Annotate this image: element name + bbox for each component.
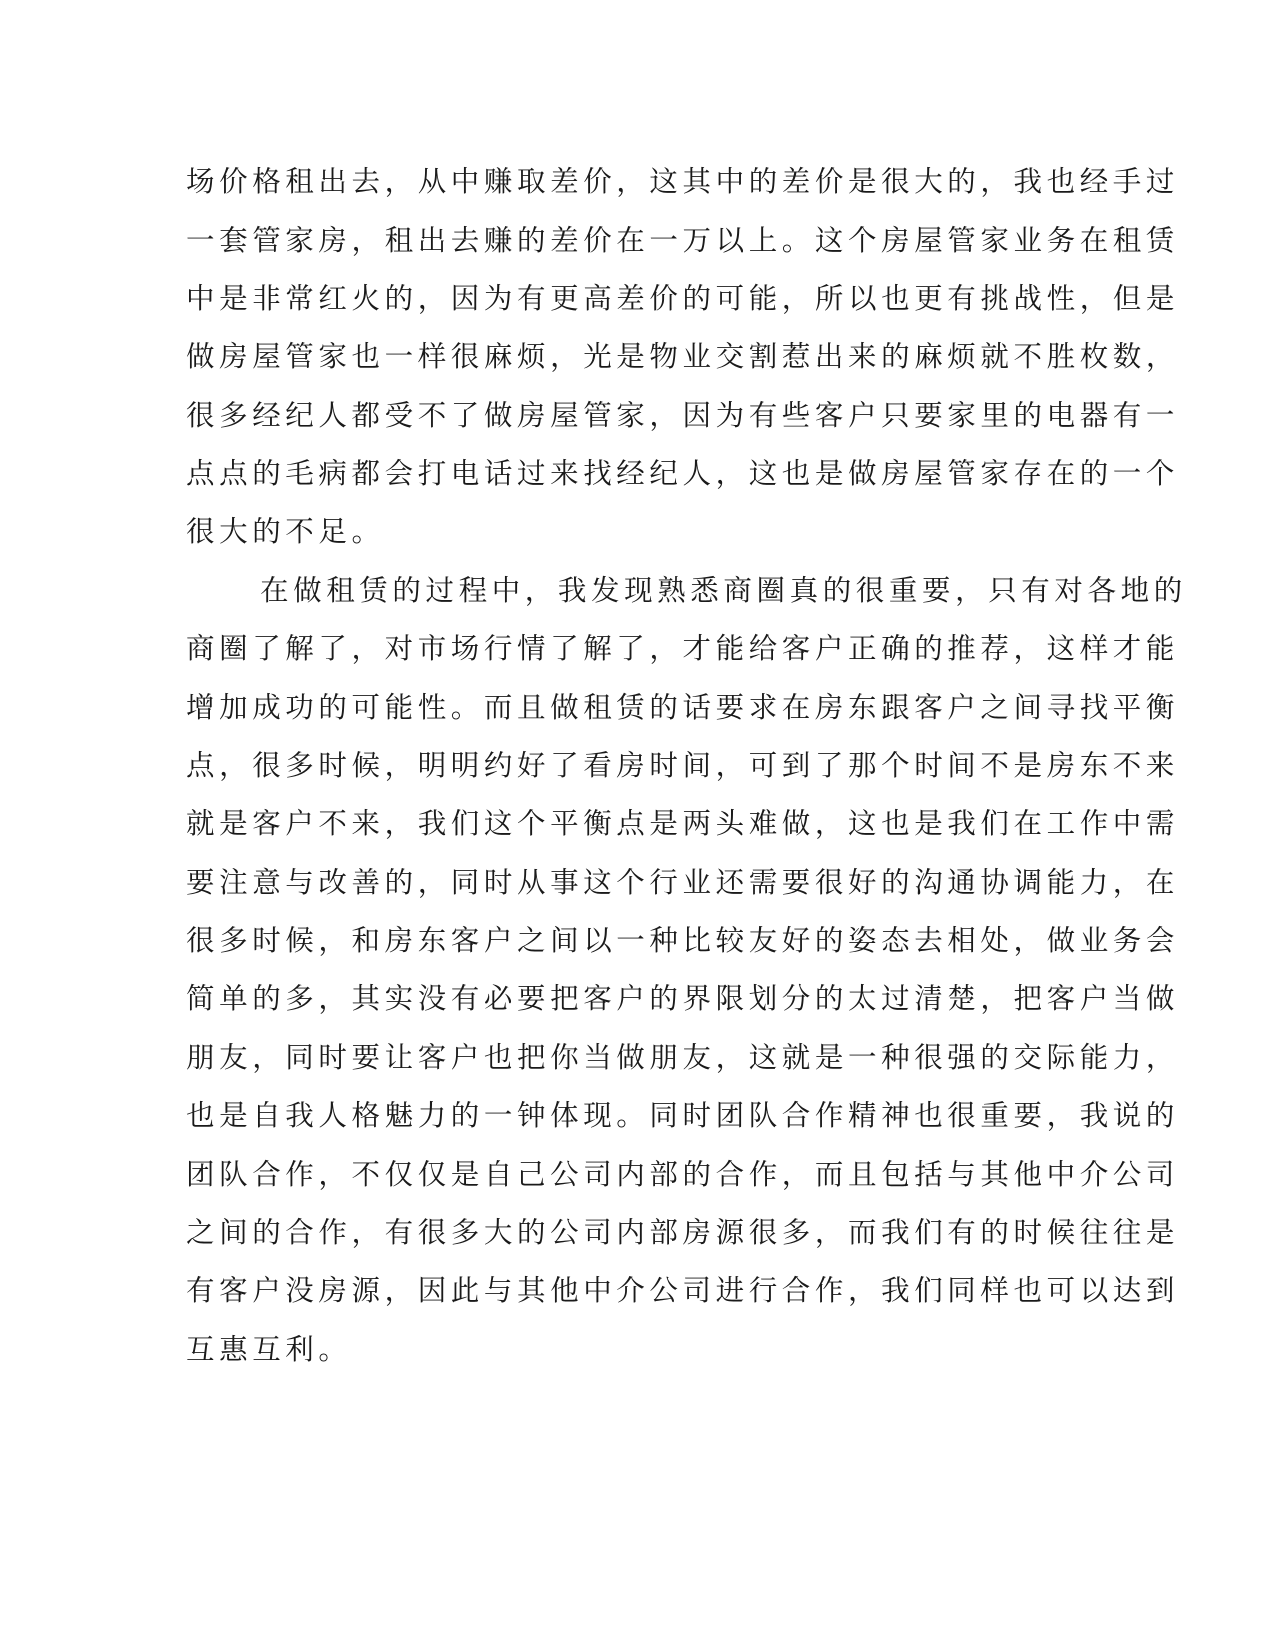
paragraph-2-line-1: 在做租赁的过程中，我发现熟悉商圈真的很重要，只有对各地的 bbox=[260, 574, 1187, 607]
paragraph-1-line-6: 点点的毛病都会打电话过来找经纪人，这也是做房屋管家存在的一个 bbox=[186, 457, 1180, 490]
paragraph-2-line-8: 简单的多，其实没有必要把客户的界限划分的太过清楚，把客户当做 bbox=[186, 982, 1180, 1015]
paragraph-2-line-4: 点，很多时候，明明约好了看房时间，可到了那个时间不是房东不来 bbox=[186, 749, 1180, 782]
paragraph-2-line-11: 团队合作，不仅仅是自己公司内部的合作，而且包括与其他中介公司 bbox=[186, 1158, 1180, 1191]
paragraph-2-line-7: 很多时候，和房东客户之间以一种比较友好的姿态去相处，做业务会 bbox=[186, 924, 1180, 957]
paragraph-1-line-1: 场价格租出去，从中赚取差价，这其中的差价是很大的，我也经手过 bbox=[186, 165, 1180, 198]
paragraph-2-line-5: 就是客户不来，我们这个平衡点是两头难做，这也是我们在工作中需 bbox=[186, 807, 1180, 840]
paragraph-2-line-13: 有客户没房源，因此与其他中介公司进行合作，我们同样也可以达到 bbox=[186, 1274, 1180, 1307]
paragraph-1-line-5: 很多经纪人都受不了做房屋管家，因为有些客户只要家里的电器有一 bbox=[186, 399, 1180, 432]
paragraph-2-line-10: 也是自我人格魅力的一钟体现。同时团队合作精神也很重要，我说的 bbox=[186, 1099, 1180, 1132]
paragraph-1-line-4: 做房屋管家也一样很麻烦，光是物业交割惹出来的麻烦就不胜枚数， bbox=[186, 340, 1180, 373]
paragraph-2-line-14: 互惠互利。 bbox=[186, 1333, 352, 1366]
paragraph-1-line-7: 很大的不足。 bbox=[186, 515, 385, 548]
paragraph-2-line-2: 商圈了解了，对市场行情了解了，才能给客户正确的推荐，这样才能 bbox=[186, 632, 1180, 665]
paragraph-2-line-6: 要注意与改善的，同时从事这个行业还需要很好的沟通协调能力，在 bbox=[186, 866, 1180, 899]
paragraph-1-line-3: 中是非常红火的，因为有更高差价的可能，所以也更有挑战性，但是 bbox=[186, 282, 1180, 315]
paragraph-2-line-9: 朋友，同时要让客户也把你当做朋友，这就是一种很强的交际能力， bbox=[186, 1041, 1180, 1074]
paragraph-1-line-2: 一套管家房，租出去赚的差价在一万以上。这个房屋管家业务在租赁 bbox=[186, 224, 1180, 257]
paragraph-2-line-12: 之间的合作，有很多大的公司内部房源很多，而我们有的时候往往是 bbox=[186, 1216, 1180, 1249]
paragraph-2-line-3: 增加成功的可能性。而且做租赁的话要求在房东跟客户之间寻找平衡 bbox=[186, 691, 1180, 724]
